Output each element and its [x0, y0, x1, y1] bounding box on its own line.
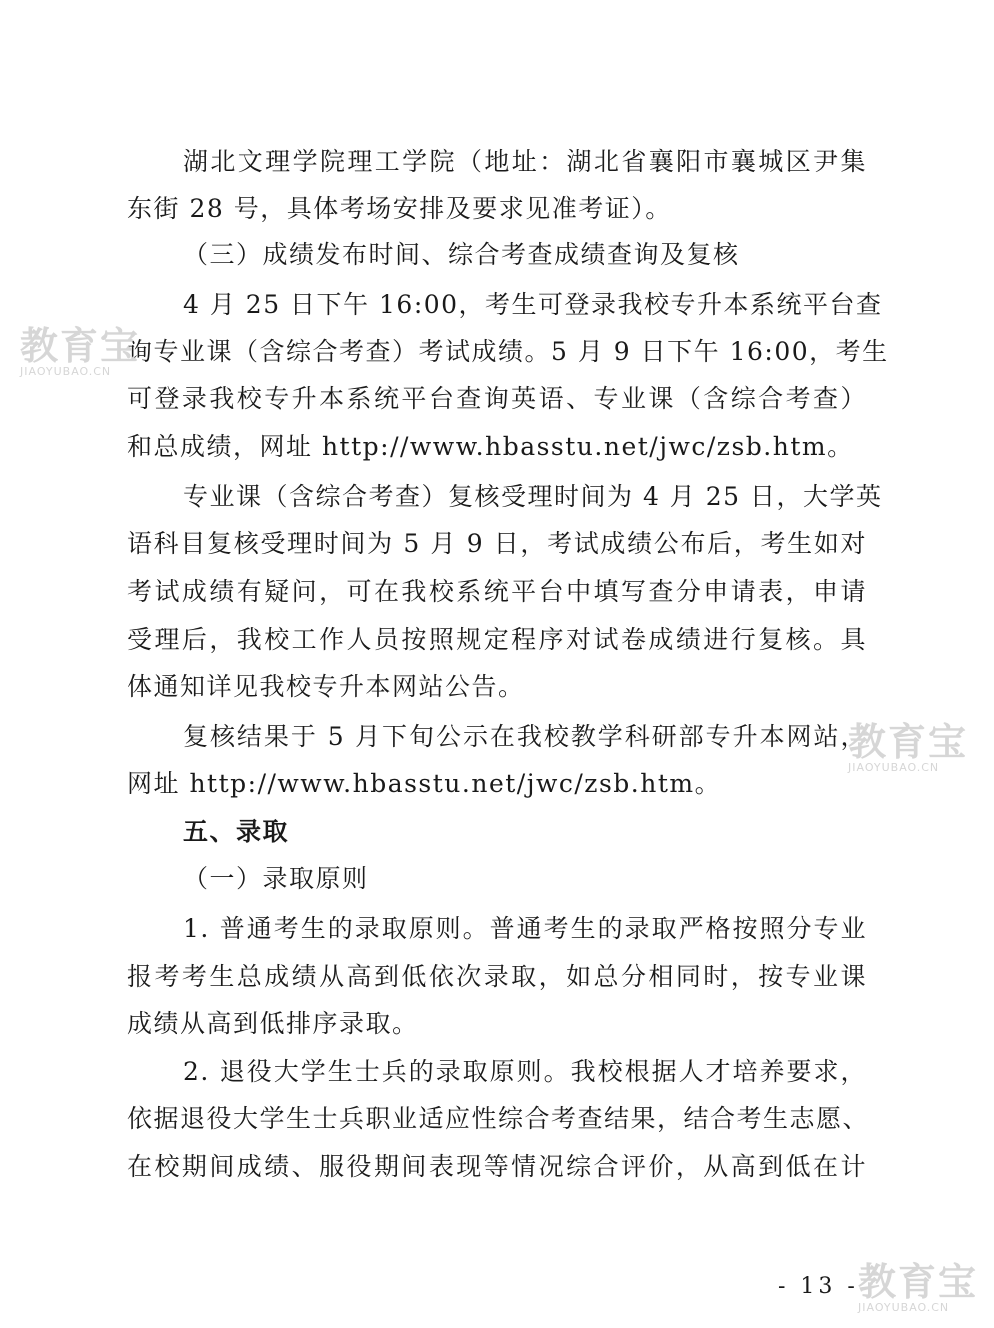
watermark-logo — [848, 722, 968, 774]
watermark-logo-text: 教育宝 — [848, 720, 969, 764]
text-line: 受理后，我校工作人员按照规定程序对试卷成绩进行复核。具 — [127, 625, 867, 654]
text-line: 询专业课（含综合考查）考试成绩。5 月 9 日下午 16:00，考生 — [127, 337, 889, 366]
text-line: 依据退役大学生士兵职业适应性综合考查结果，结合考生志愿、 — [127, 1104, 870, 1133]
text-line: 东街 28 号，具体考场安排及要求见准考证）。 — [127, 194, 672, 223]
text-line: 成绩从高到低排序录取。 — [127, 1009, 419, 1038]
section-heading: 五、录取 — [183, 817, 290, 846]
text-line: 可登录我校专升本系统平台查询英语、专业课（含综合考查） — [127, 384, 867, 413]
text-line: 考试成绩有疑问，可在我校系统平台中填写查分申请表，申请 — [127, 577, 867, 606]
text-line: 体通知详见我校专升本网站公告。 — [127, 672, 525, 701]
page-number: - 13 - — [778, 1274, 859, 1299]
text-line: 2. 退役大学生士兵的录取原则。我校根据人才培养要求， — [183, 1057, 867, 1086]
watermark-logo-text: 教育宝 — [858, 1260, 979, 1304]
watermark-site-text: JIAOYUBAO.CN — [858, 1301, 950, 1314]
text-line: 4 月 25 日下午 16:00，考生可登录我校专升本系统平台查 — [183, 290, 883, 319]
text-line: 湖北文理学院理工学院（地址：湖北省襄阳市襄城区尹集 — [183, 147, 867, 176]
text-line: 网址 http://www.hbasstu.net/jwc/zsb.htm。 — [127, 769, 722, 798]
text-line: 专业课（含综合考查）复核受理时间为 4 月 25 日，大学英 — [183, 482, 883, 511]
section-heading: （三）成绩发布时间、综合考查成绩查询及复核 — [183, 240, 740, 269]
watermark-site-text: JIAOYUBAO.CN — [848, 761, 940, 774]
text-line: 语科目复核受理时间为 5 月 9 日，考试成绩公布后，考生如对 — [127, 529, 867, 558]
watermark-logo-text: 教育宝 — [20, 324, 141, 368]
watermark-site-text: JIAOYUBAO.CN — [20, 365, 112, 378]
subsection-heading: （一）录取原则 — [183, 864, 369, 893]
text-line: 1. 普通考生的录取原则。普通考生的录取严格按照分专业 — [183, 914, 867, 943]
text-line: 和总成绩，网址 http://www.hbasstu.net/jwc/zsb.htm。 — [127, 432, 854, 461]
watermark-logo — [858, 1262, 978, 1314]
text-line: 复核结果于 5 月下旬公示在我校教学科研部专升本网站， — [183, 722, 867, 751]
text-line: 在校期间成绩、服役期间表现等情况综合评价，从高到低在计 — [127, 1152, 867, 1181]
watermark-logo — [20, 326, 140, 378]
text-line: 报考考生总成绩从高到低依次录取，如总分相同时，按专业课 — [127, 962, 867, 991]
